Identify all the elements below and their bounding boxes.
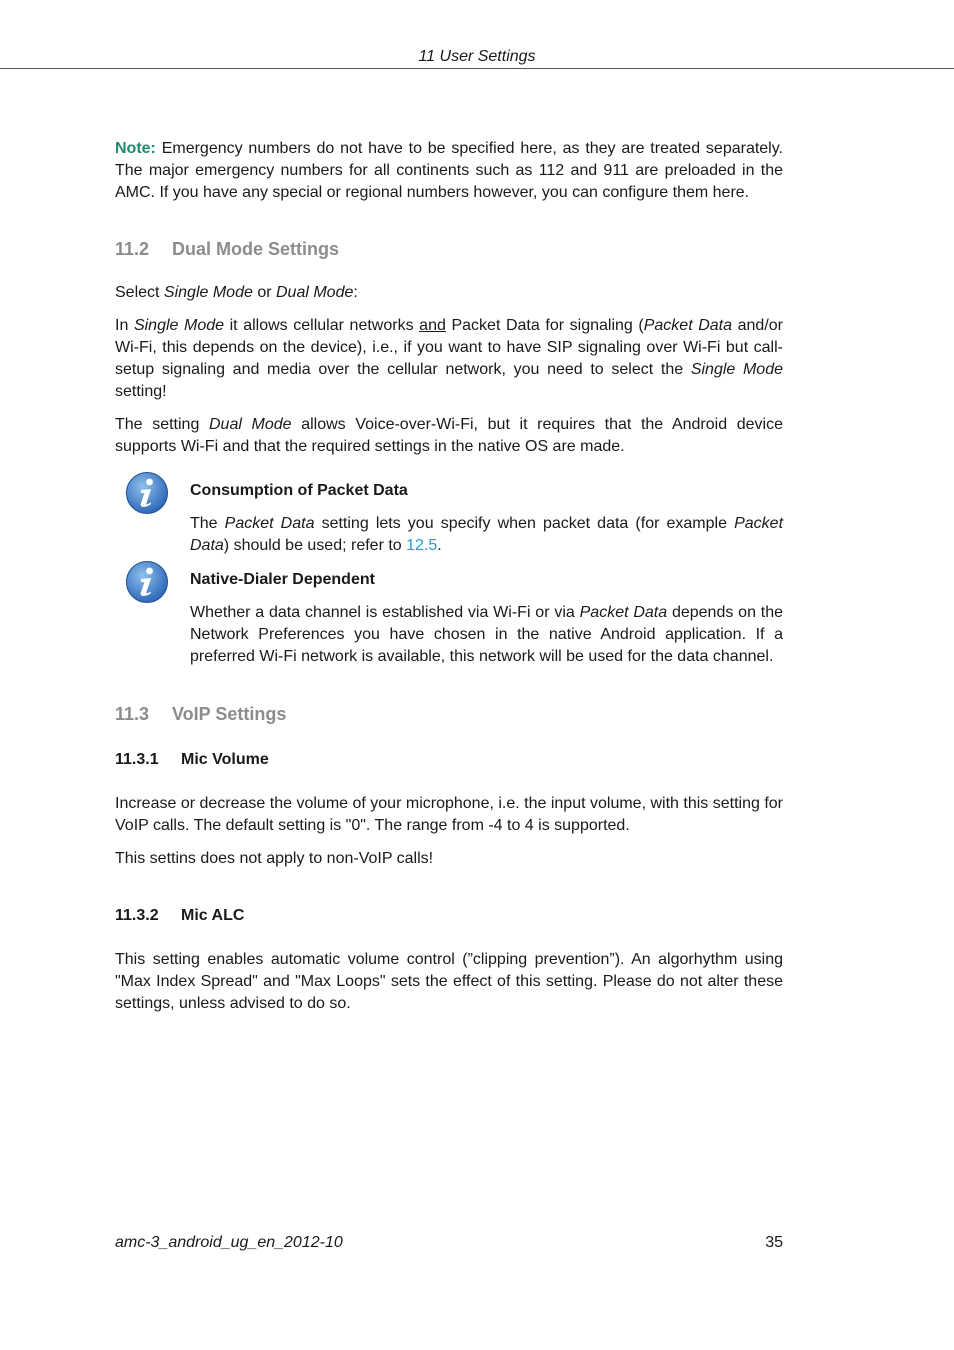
mic-volume-note: This settins does not apply to non-VoIP calls! [115,850,434,867]
section-number: 11.3.2 [115,907,159,924]
section-title: VoIP Settings [172,704,287,724]
single-mode-paragraph [115,315,783,403]
text-run: Select [115,284,164,301]
running-header: 11 User Settings [418,48,536,65]
text-run: allows Voice-over-Wi-Fi, but it requires that the Android device supports Wi-Fi and that the required settings in the native OS are made. [115,416,784,455]
text-run: ) should be used; refer to [223,537,407,554]
text-run-italic: Packet Data [224,515,315,532]
text-run: it allows cellular networks [224,317,420,334]
text-run-italic: Dual Mode [276,284,354,301]
info-body [190,513,783,557]
dual-mode-paragraph [115,414,783,458]
text-run-italic: Single Mode [133,317,225,334]
note-paragraph [115,138,783,204]
text-run: Packet Data for signaling ( [445,317,644,334]
info-box-packet-data [115,480,783,557]
info-title: Native-Dialer Dependent [190,571,375,588]
text-run: : [353,284,358,301]
section-11-3-heading [115,703,783,725]
page-number: 35 [765,1234,783,1251]
text-run: setting! [115,383,167,400]
info-title: Consumption of Packet Data [190,482,408,499]
text-run: depends on the Network Preferences you have chosen in the native Android application. If a preferred Wi-Fi network is available, this network will be used for the data channel. [190,604,784,665]
text-run-italic: Packet Data [643,317,733,334]
text-run: setting lets you specify when packet data (for example [314,515,735,532]
note-text: Emergency numbers do not have to be specified here, as they are treated separately. The major emergency numbers for all continents such as 112 and 911 are preloaded in the AMC. If you have any special or regional numbers however, you can configure them here. [115,140,783,201]
section-number: 11.3.1 [115,751,159,768]
note-label: Note: [115,140,156,157]
section-number: 11.3 [115,704,150,724]
section-title: Mic Volume [181,751,269,768]
text-run-italic: Single Mode [690,361,783,378]
text-run: and/or Wi-Fi, this depends on the device), i.e., if you want to have SIP signaling over Wi-Fi but call-setup signaling and media over the cellular network, you need to select the [115,317,783,378]
text-run-italic: Packet Data [190,515,784,554]
section-reference-link[interactable]: 12.5 [406,537,438,554]
page-content [115,138,783,1015]
section-11-3-1-heading [115,749,783,771]
text-run-underline: and [419,317,446,334]
header-rule [0,68,954,69]
section-title: Dual Mode Settings [172,239,340,259]
mic-alc-paragraph: This setting enables automatic volume control (”clipping prevention”). An algorhythm using "Max Index Spread" and "Max Loops" sets the effect of this setting. Please do not alter these settings, unless advised to do so. [115,951,783,1012]
text-run: or [252,284,276,301]
text-run: In [115,317,134,334]
text-run: The [190,515,225,532]
section-title: Mic ALC [181,907,245,924]
section-number: 11.2 [115,239,150,259]
section-11-3-2-heading [115,905,783,927]
text-run: Whether a data channel is established via Wi-Fi or via [190,604,580,621]
info-icon [125,471,169,515]
info-body [190,602,783,668]
text-run: . [437,537,442,554]
text-run-italic: Dual Mode [209,416,292,433]
text-run-italic: Packet Data [579,604,668,621]
select-mode-paragraph [115,282,783,304]
text-run-italic: Single Mode [163,284,253,301]
mic-volume-paragraph: Increase or decrease the volume of your microphone, i.e. the input volume, with this setting for VoIP calls. The default setting is "0". The range from -4 to 4 is supported. [115,795,783,834]
footer-document-id: amc-3_android_ug_en_2012-10 [115,1234,343,1251]
text-run: The setting [115,416,209,433]
info-box-native-dialer [115,569,783,668]
section-11-2-heading [115,238,783,260]
info-icon [125,560,169,604]
